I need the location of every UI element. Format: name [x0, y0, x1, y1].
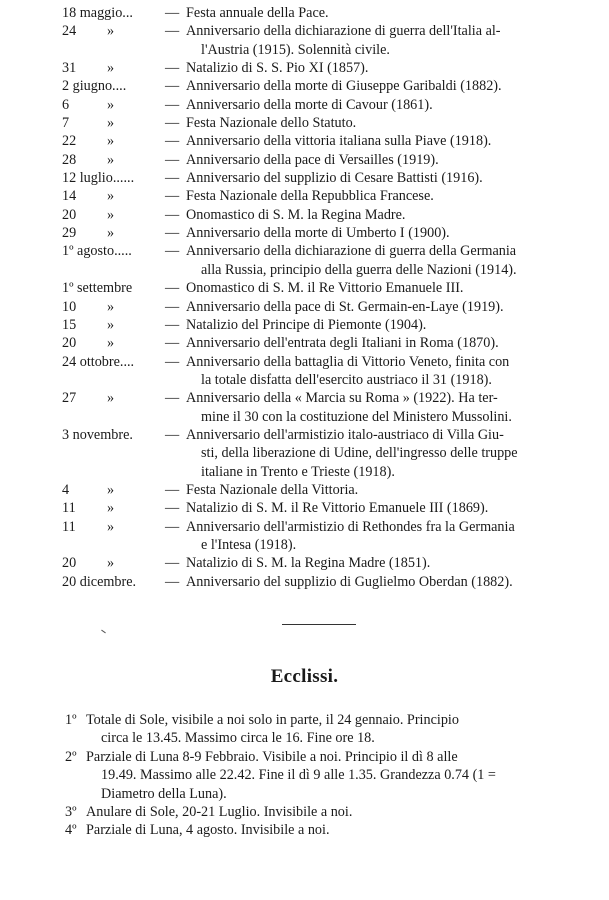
entry-text: Anniversario della pace di St. Germain-en-Laye (1919). — [186, 298, 504, 315]
entry-date: 20 — [62, 335, 77, 352]
entry-text: Anniversario dell'entrata degli Italiani in Roma (1870). — [186, 335, 499, 352]
eclipse-number: 1º — [65, 712, 77, 728]
calendar-entry — [0, 4, 609, 22]
calendar-entry — [0, 316, 609, 334]
entry-text: Anniversario della morte di Giuseppe Garibaldi (1882). — [186, 78, 502, 95]
calendar-entry-continuation — [0, 463, 609, 481]
eclipses-list — [0, 711, 609, 840]
entry-dash: — — [165, 555, 180, 572]
ditto-mark: » — [107, 481, 115, 498]
ditto-mark: » — [107, 206, 115, 223]
ditto-mark: » — [107, 96, 115, 113]
calendar-entry — [0, 206, 609, 224]
entry-date: 2 giugno.... — [62, 78, 127, 95]
entry-date: 31 — [62, 60, 77, 77]
entry-dash: — — [165, 280, 180, 297]
calendar-entry — [0, 353, 609, 371]
entry-date: 24 — [62, 23, 77, 40]
entry-text: Anniversario della vittoria italiana sulla Piave (1918). — [186, 133, 492, 150]
calendar-entry — [0, 77, 609, 95]
entry-dash: — — [165, 206, 180, 223]
entry-text: Festa Nazionale della Vittoria. — [186, 481, 359, 498]
calendar-entry — [0, 518, 609, 536]
entry-text: Festa Nazionale della Repubblica Francese. — [186, 188, 434, 205]
entry-text: Natalizio di S. M. la Regina Madre (1851). — [186, 555, 431, 572]
entry-dash: — — [165, 316, 180, 333]
calendar-entry-continuation — [0, 371, 609, 389]
entry-text: Anniversario della dichiarazione di guerra della Germania — [186, 243, 517, 260]
entry-text: Festa Nazionale dello Statuto. — [186, 115, 357, 132]
eclipse-item-continuation — [0, 729, 609, 747]
entry-dash: — — [165, 170, 180, 187]
entry-date: 20 — [62, 555, 77, 572]
eclipse-number: 4º — [65, 822, 77, 839]
entry-text: Natalizio di S. M. il Re Vittorio Emanuele III (1869). — [186, 500, 489, 517]
calendar-entry-continuation — [0, 408, 609, 426]
entry-text: italiane in Trento e Trieste (1918). — [201, 463, 395, 480]
entry-date: 3 novembre. — [62, 426, 133, 443]
calendar-entry — [0, 573, 609, 591]
entry-text: mine il 30 con la costituzione del Ministero Mussolini. — [201, 408, 512, 425]
ditto-mark: » — [107, 151, 115, 168]
eclipse-item-continuation — [0, 766, 609, 784]
ditto-mark: » — [107, 316, 115, 333]
entry-text: l'Austria (1915). Solennità civile. — [201, 41, 390, 58]
entry-date: 12 luglio...... — [62, 170, 135, 187]
eclipse-item — [0, 711, 609, 729]
calendar-entry — [0, 426, 609, 444]
entry-text: e l'Intesa (1918). — [201, 536, 297, 553]
entry-date: 1º settembre — [62, 280, 133, 297]
entry-dash: — — [165, 500, 180, 517]
eclipse-item — [0, 748, 609, 766]
entry-dash: — — [165, 225, 180, 242]
entry-text: sti, della liberazione di Udine, dell'ingresso delle truppe — [201, 445, 518, 462]
entry-text: Anniversario della « Marcia su Roma » (1922). Ha ter- — [186, 390, 498, 407]
entry-text: Anniversario dell'armistizio italo-austriaco di Villa Giu- — [186, 426, 504, 443]
entry-text: Anniversario del supplizio di Cesare Battisti (1916). — [186, 170, 483, 187]
entry-text: Anniversario del supplizio di Guglielmo Oberdan (1882). — [186, 573, 513, 590]
entry-dash: — — [165, 426, 180, 443]
entry-dash: — — [165, 573, 180, 590]
entry-dash: — — [165, 115, 180, 132]
ditto-mark: » — [107, 133, 115, 150]
ditto-mark: » — [107, 23, 115, 40]
eclipse-text: Parziale di Luna, 4 agosto. Invisibile a noi. — [86, 822, 330, 839]
entry-text: Anniversario della battaglia di Vittorio Veneto, finita con — [186, 353, 510, 370]
entry-text: Anniversario della dichiarazione di guerra dell'Italia al- — [186, 23, 501, 40]
ditto-mark: » — [107, 115, 115, 132]
section-divider — [282, 624, 356, 625]
entry-date: 18 maggio... — [62, 5, 133, 21]
calendar-entry — [0, 334, 609, 352]
entry-date: 15 — [62, 316, 77, 333]
entry-date: 10 — [62, 298, 77, 315]
entry-date: 11 — [62, 500, 76, 517]
entry-dash: — — [165, 96, 180, 113]
calendar-entry — [0, 554, 609, 572]
ditto-mark: » — [107, 298, 115, 315]
entry-text: Anniversario della pace di Versailles (1919). — [186, 151, 439, 168]
eclipse-text: Totale di Sole, visibile a noi solo in parte, il 24 gennaio. Principio — [86, 712, 459, 728]
calendar-entry — [0, 59, 609, 77]
ditto-mark: » — [107, 518, 115, 535]
ditto-mark: » — [107, 555, 115, 572]
entry-dash: — — [165, 151, 180, 168]
eclipse-text: circa le 13.45. Massimo circa le 16. Fine ore 18. — [101, 730, 375, 747]
ditto-mark: » — [107, 188, 115, 205]
calendar-entry — [0, 298, 609, 316]
calendar-entry — [0, 187, 609, 205]
eclipse-item — [0, 803, 609, 821]
entry-dash: — — [165, 78, 180, 95]
calendar-entry — [0, 279, 609, 297]
entry-text: Natalizio del Principe di Piemonte (1904). — [186, 316, 427, 333]
entry-date: 1º agosto..... — [62, 243, 132, 260]
entry-dash: — — [165, 23, 180, 40]
entry-text: Festa annuale della Pace. — [186, 5, 329, 21]
calendar-entry — [0, 499, 609, 517]
entry-dash: — — [165, 353, 180, 370]
entry-text: Onomastico di S. M. il Re Vittorio Emanuele III. — [186, 280, 464, 297]
entry-text: alla Russia, principio della guerra delle Nazioni (1914). — [201, 261, 517, 278]
calendar-entry — [0, 169, 609, 187]
entry-date: 27 — [62, 390, 77, 407]
calendar-entry — [0, 242, 609, 260]
entry-text: Onomastico di S. M. la Regina Madre. — [186, 206, 406, 223]
entry-dash: — — [165, 5, 180, 21]
calendar-entry — [0, 224, 609, 242]
calendar-entry-continuation — [0, 41, 609, 59]
entry-date: 24 ottobre.... — [62, 353, 135, 370]
entry-date: 11 — [62, 518, 76, 535]
entry-date: 20 dicembre. — [62, 573, 137, 590]
eclipse-text: Diametro della Luna). — [101, 785, 227, 802]
entry-text: Anniversario della morte di Cavour (1861). — [186, 96, 433, 113]
entry-date: 29 — [62, 225, 77, 242]
eclipse-number: 3º — [65, 803, 77, 820]
calendar-entry — [0, 132, 609, 150]
entry-date: 22 — [62, 133, 77, 150]
calendar-entry — [0, 151, 609, 169]
calendar-list — [0, 4, 609, 591]
calendar-entry — [0, 22, 609, 40]
entry-dash: — — [165, 335, 180, 352]
entry-date: 14 — [62, 188, 77, 205]
stray-mark — [101, 630, 106, 634]
calendar-entry-continuation — [0, 261, 609, 279]
eclipse-text: 19.49. Massimo alle 22.42. Fine il dì 9 alle 1.35. Grandezza 0.74 (1 = — [101, 767, 496, 784]
entry-text: Anniversario della morte di Umberto I (1900). — [186, 225, 450, 242]
eclipse-number: 2º — [65, 748, 77, 765]
ditto-mark: » — [107, 225, 115, 242]
calendar-entry — [0, 481, 609, 499]
entry-dash: — — [165, 298, 180, 315]
calendar-entry — [0, 389, 609, 407]
ditto-mark: » — [107, 335, 115, 352]
ditto-mark: » — [107, 500, 115, 517]
eclipse-item — [0, 821, 609, 839]
entry-date: 4 — [62, 481, 70, 498]
entry-date: 20 — [62, 206, 77, 223]
entry-dash: — — [165, 481, 180, 498]
entry-text: Natalizio di S. S. Pio XI (1857). — [186, 60, 369, 77]
entry-dash: — — [165, 518, 180, 535]
eclipses-heading: Ecclissi. — [270, 666, 339, 687]
entry-dash: — — [165, 60, 180, 77]
calendar-entry-continuation — [0, 444, 609, 462]
eclipse-item-continuation — [0, 785, 609, 803]
entry-date: 7 — [62, 115, 70, 132]
ditto-mark: » — [107, 390, 115, 407]
entry-date: 28 — [62, 151, 77, 168]
entry-text: Anniversario dell'armistizio di Rethondes fra la Germania — [186, 518, 515, 535]
entry-dash: — — [165, 188, 180, 205]
calendar-entry — [0, 96, 609, 114]
eclipse-text: Anulare di Sole, 20-21 Luglio. Invisibile a noi. — [86, 803, 353, 820]
calendar-entry — [0, 114, 609, 132]
eclipse-text: Parziale di Luna 8-9 Febbraio. Visibile a noi. Principio il dì 8 alle — [86, 748, 458, 765]
entry-text: la totale disfatta dell'esercito austriaco il 31 (1918). — [201, 371, 492, 388]
ditto-mark: » — [107, 60, 115, 77]
entry-dash: — — [165, 243, 180, 260]
entry-dash: — — [165, 390, 180, 407]
entry-date: 6 — [62, 96, 70, 113]
entry-dash: — — [165, 133, 180, 150]
calendar-entry-continuation — [0, 536, 609, 554]
